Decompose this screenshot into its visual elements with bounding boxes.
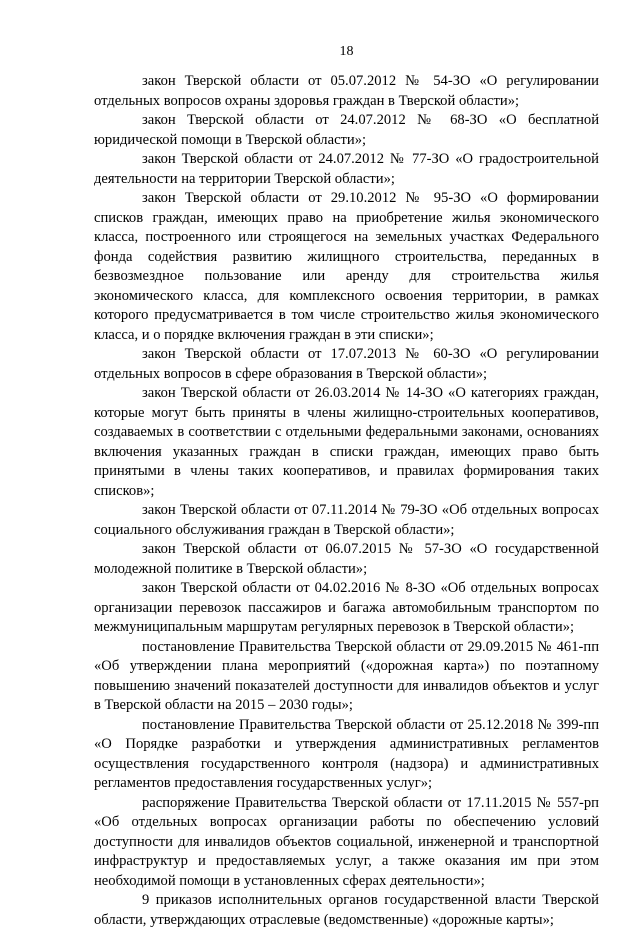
paragraph-nine-orders: 9 приказов исполнительных органов государственной власти Тверской области, утверждающих отраслевые (ведомственные) «дорожные карты»; (94, 892, 599, 928)
paragraph-law-8: закон Тверской области от 04.02.2016 № 8-ЗО «Об отдельных вопросах организации перевозок пассажиров и багажа автомобильным транспортом по межмуниципальным маршрутам регулярных перевозок в Тверской области»; (94, 580, 599, 635)
paragraph-law-95: закон Тверской области от 29.10.2012 № 95-ЗО «О формировании списков граждан, имеющих право на приобретение жилья экономического класса, построенного или строящегося на земельных участках Федерального фонда содействия развитию жилищного строительства, переданных в безвозмездное пользование или аренду для строительства жилья экономического класса, для комплексного освоения территории, в рамках которого предусматривается в том числе строительство жилья экономического класса, и о порядке включения граждан в эти списки»; (94, 190, 599, 343)
paragraph-order-557: распоряжение Правительства Тверской области от 17.11.2015 № 557-рп «Об отдельных вопросах организации работы по обеспечению условий доступности для инвалидов объектов социальной, инженерной и транспортной инфраструктур и предоставляемых услуг, а также оказания им при этом необходимой помощи в установленных сферах деятельности»; (94, 794, 599, 889)
paragraph-resolution-399: постановление Правительства Тверской области от 25.12.2018 № 399-пп «О Порядке разработки и утверждения административных регламентов осуществления государственного контроля (надзора) и административных регламентов предоставления государственных услуг»; (94, 716, 599, 791)
paragraph-resolution-461: постановление Правительства Тверской области от 29.09.2015 № 461-пп «Об утверждении плана мероприятий («дорожная карта») по поэтапному повышению значений показателей доступности для инвалидов объектов и услуг в Тверской области на 2015 – 2030 годы»; (94, 638, 599, 713)
page-number: 18 (339, 44, 354, 59)
paragraph-law-77: закон Тверской области от 24.07.2012 № 77-ЗО «О градостроительной деятельности на территории Тверской области»; (94, 151, 599, 187)
paragraph-law-60: закон Тверской области от 17.07.2013 № 60-ЗО «О регулировании отдельных вопросов в сфере образования в Тверской области»; (94, 346, 599, 382)
paragraph-law-54: закон Тверской области от 05.07.2012 № 54-ЗО «О регулировании отдельных вопросов охраны здоровья граждан в Тверской области»; (94, 73, 599, 109)
document-body (94, 72, 599, 930)
paragraph-law-57: закон Тверской области от 06.07.2015 № 57-ЗО «О государственной молодежной политике в Тверской области»; (94, 541, 599, 577)
paragraph-law-79: закон Тверской области от 07.11.2014 № 79-ЗО «Об отдельных вопросах социального обслуживания граждан в Тверской области»; (94, 502, 599, 538)
paragraph-law-68: закон Тверской области от 24.07.2012 № 68-ЗО «О бесплатной юридической помощи в Тверской области»; (94, 112, 599, 148)
paragraph-law-14: закон Тверской области от 26.03.2014 № 14-ЗО «О категориях граждан, которые могут быть приняты в члены жилищно-строительных кооперативов, создаваемых в соответствии с отдельными федеральными законами, основаниях включения указанных граждан в списки граждан, имеющих право быть принятыми в члены таких кооперативов, и правилах формирования таких списков»; (94, 385, 599, 499)
